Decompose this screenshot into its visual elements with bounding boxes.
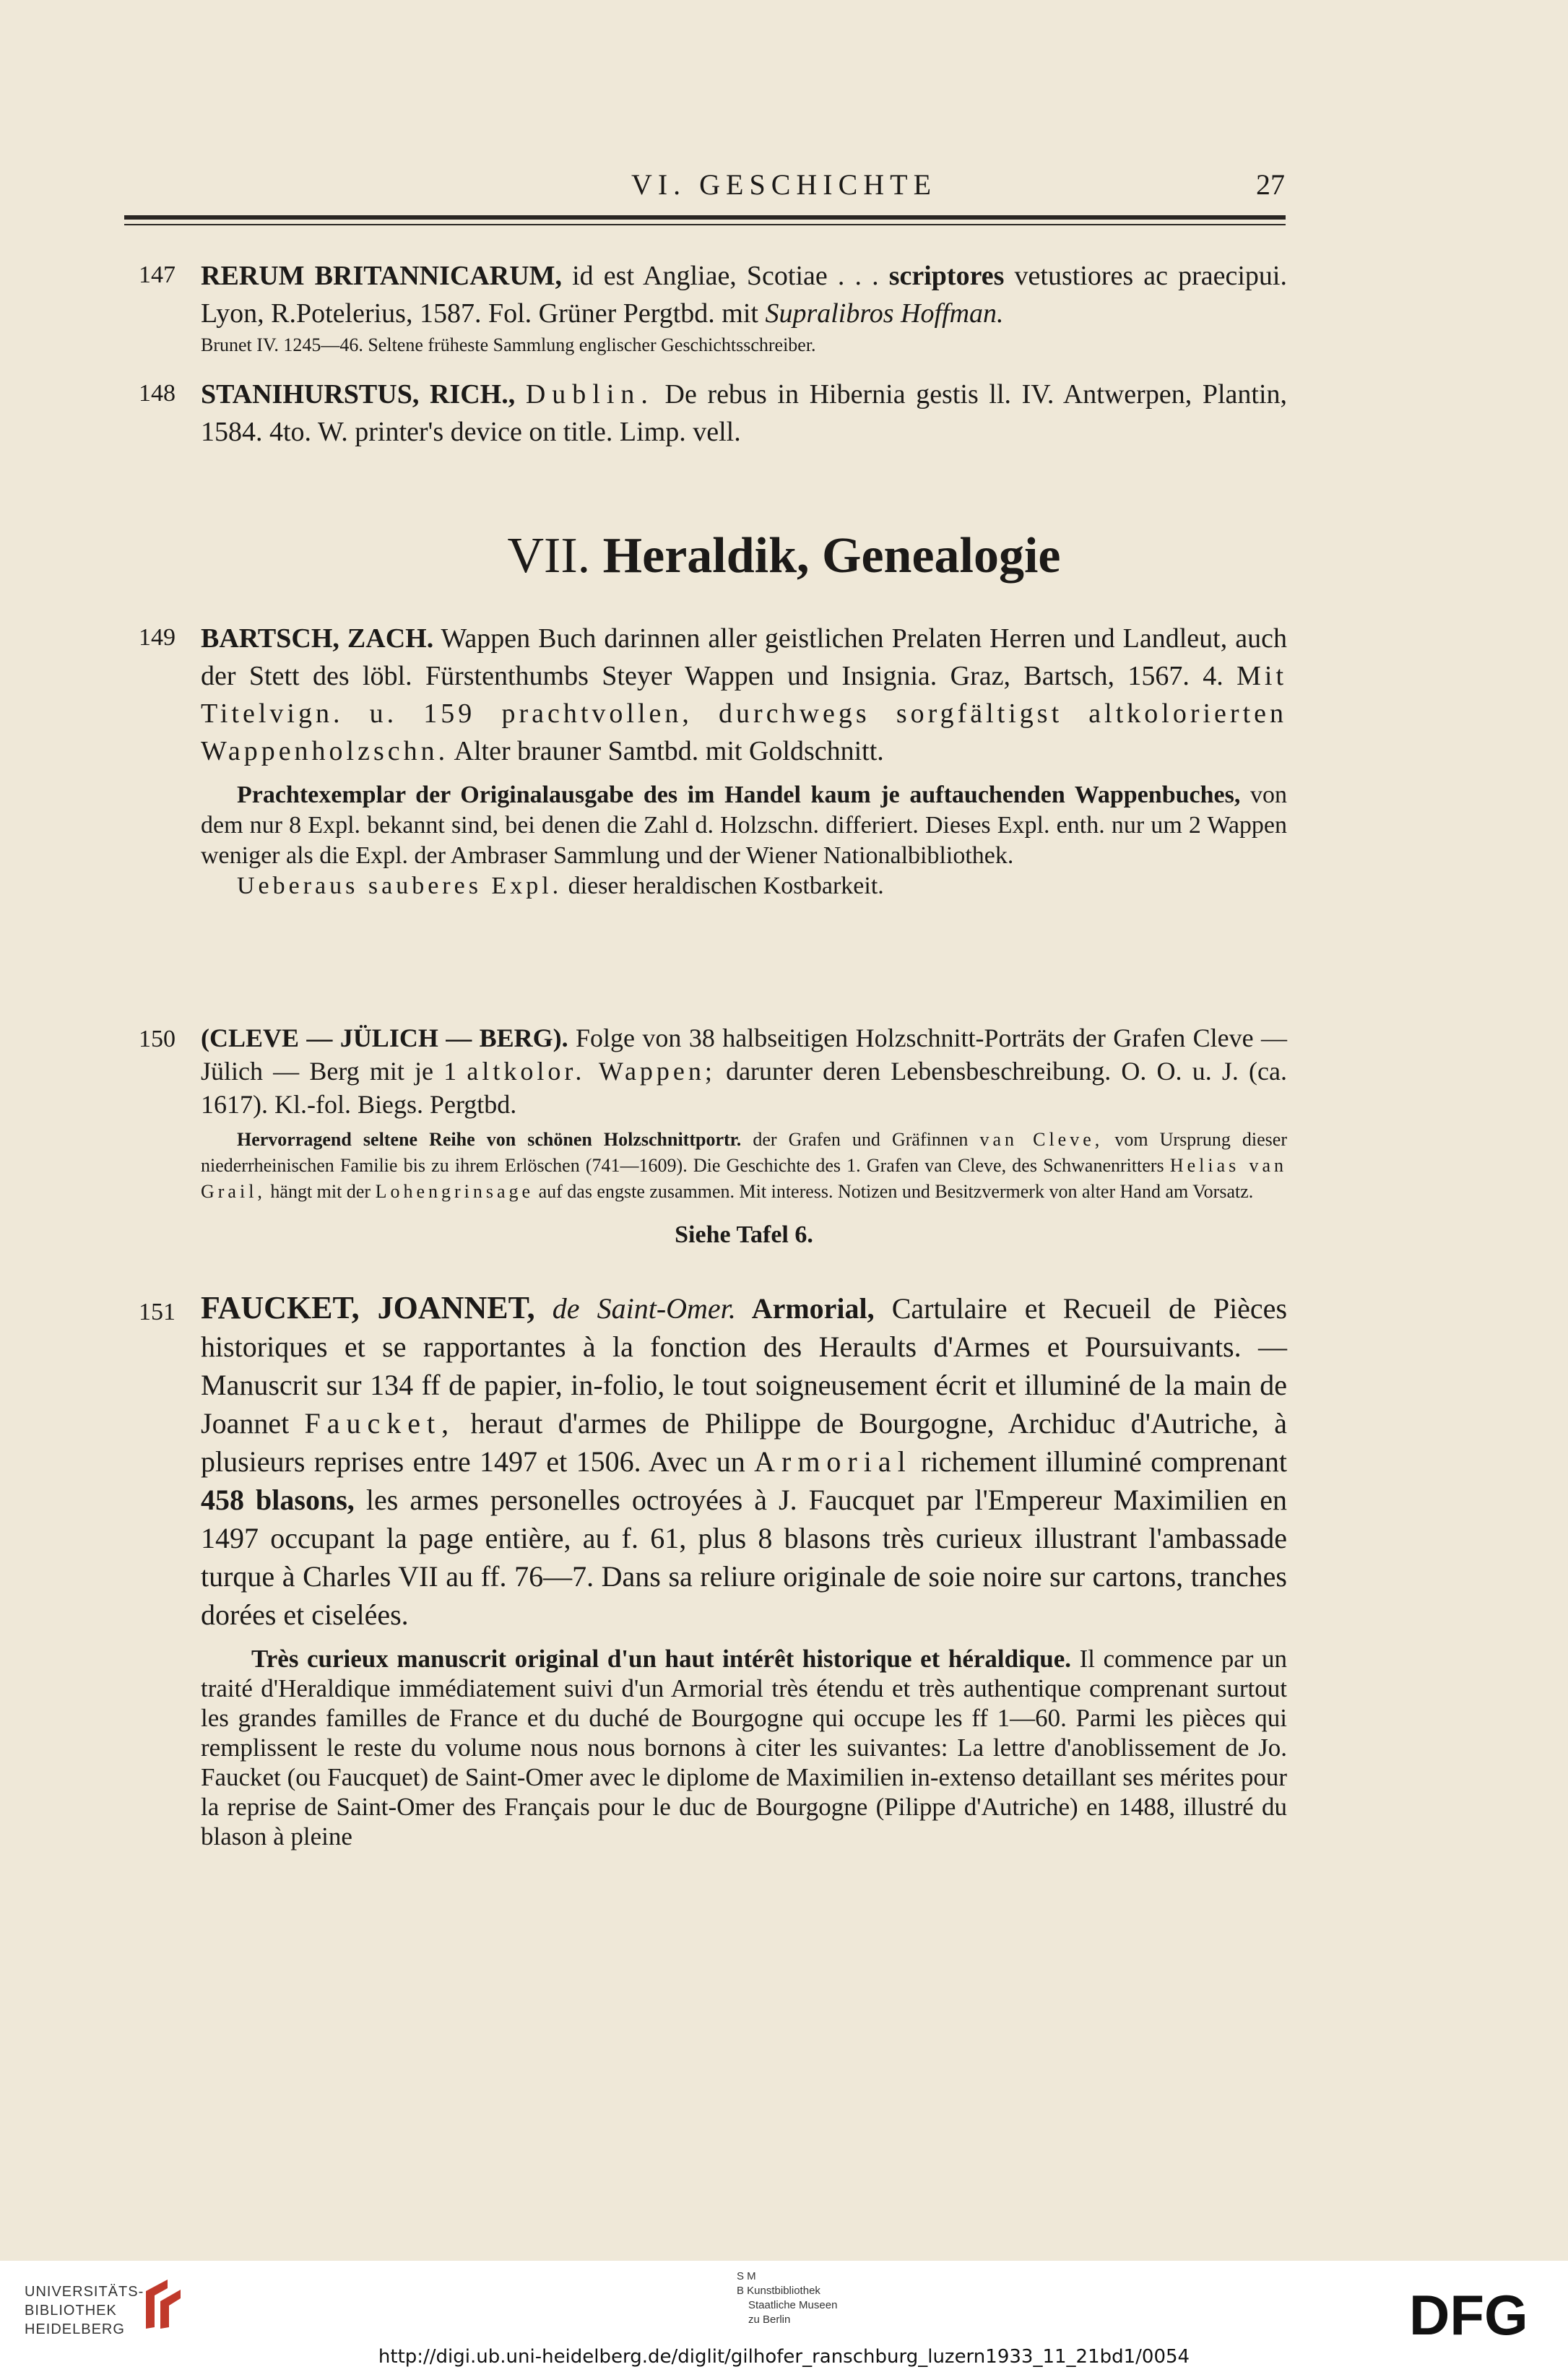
- entry-bold: scriptores: [888, 261, 1005, 291]
- sm-mark: S M: [737, 2270, 756, 2282]
- entry-text: Alter brauner Samtbd. mit Goldschnitt.: [449, 736, 884, 766]
- entry-text: richement illuminé comprenant: [911, 1445, 1287, 1478]
- entry-spaced: Faucket,: [304, 1407, 456, 1440]
- entry-body: [201, 257, 1287, 332]
- entry-note: [201, 871, 1287, 901]
- entry-number: 150: [139, 1026, 176, 1052]
- entry-body: [201, 1021, 1287, 1121]
- entry-italic: de Saint-Omer.: [534, 1292, 736, 1325]
- library-name-line: HEIDELBERG: [25, 2321, 125, 2337]
- entry-number: 148: [139, 380, 176, 407]
- section-heading: Heraldik, Genealogie: [602, 528, 1061, 584]
- entry-text: heraut d'armes de Philippe de Bourgogne, Archiduc d'Autriche, à plusieurs reprises entre 1497 et 1506. Avec un: [201, 1407, 1287, 1478]
- entry-spaced: Mit Titelvign. u. 159 prachtvollen, durchwegs sorgfältigst altkolorierten Wappenholzschn.: [201, 661, 1287, 766]
- sm-line: B Kunstbibliothek: [737, 2285, 820, 2297]
- entry-body: [201, 620, 1287, 770]
- note-spaced: Lohengrinsage: [375, 1181, 534, 1202]
- entry-spaced: Dublin.: [525, 379, 654, 410]
- running-header: VI. GESCHICHTE: [631, 168, 937, 201]
- kunstbibliothek-logo: [737, 2269, 837, 2327]
- entry-note: [201, 1127, 1287, 1205]
- entry-bold: 458 blasons,: [201, 1484, 355, 1516]
- note-text: Il commence par un traité d'Heraldique immédiatement suivi d'un Armorial très étendu et très authentique comprenant surtout les grandes familles de France et du duché de Bourgogne qui occupe les ff 1—60. Parmi les pièces qui remplissent le reste du volume nous nous bornons à citer les suivantes: La lettre d'anoblissement de Jo. Faucket (ou Faucquet) de Saint-Omer avec le diplome de Maximilien in-extenso detaillant ses mérites pour la reprise de Saint-Omer des Français pour le duc de Bourgogne (Pilippe d'Autriche) en 1488, illustré du blason à pleine: [201, 1645, 1287, 1851]
- sm-line: Staatliche Museen: [748, 2299, 838, 2311]
- entry-text: De rebus in Hibernia gestis ll. IV. Antwerpen, Plantin, 1584. 4to. W. printer's device on title. Limp. vell.: [201, 379, 1288, 447]
- dfg-logo-icon: [1409, 2290, 1546, 2340]
- note-bold: Très curieux manuscrit original d'un haut intérêt historique et héraldique.: [251, 1645, 1072, 1673]
- entry-text: les armes personelles octroyées à J. Faucquet par l'Empereur Maximilien en 1497 occupant la page entière, au f. 61, plus 8 blasons très curieux illustrant l'ambassade turque à Charles VII au ff. 76—7. Dans sa reliure originale de soie noire sur cartons, tranches dorées et ciselées.: [201, 1484, 1287, 1631]
- entry-bold: Armorial,: [735, 1292, 875, 1325]
- catalog-entry-149: [139, 620, 1287, 901]
- entry-number: 151: [139, 1299, 176, 1325]
- entry-text: id est Angliae, Scotiae . . .: [562, 261, 889, 291]
- entry-note: [201, 780, 1287, 871]
- entry-title: STANIHURSTUS, RICH.,: [201, 379, 516, 410]
- heidelberg-logo-icon: [139, 2277, 189, 2334]
- entry-spaced: altkolor. Wappen;: [467, 1057, 716, 1086]
- page-number: 27: [1256, 168, 1285, 201]
- note-text: vom Ursprung dieser niederrheinischen Familie bis zu ihrem Erlöschen (741—1609). Die Geschichte des 1. Grafen van Cleve, des Schwanenritters: [201, 1129, 1287, 1176]
- note-text: auf das engste zusammen. Mit interess. Notizen und Besitzvermerk von alter Hand am Vorsatz.: [534, 1181, 1254, 1202]
- note-spaced: Ueberaus sauberes Expl.: [237, 873, 563, 899]
- plate-reference: Siehe Tafel 6.: [675, 1221, 813, 1248]
- section-title: [0, 527, 1568, 585]
- catalog-entry-150: [139, 1021, 1287, 1252]
- entry-number: 147: [139, 261, 176, 288]
- entry-title: (CLEVE — JÜLICH — BERG).: [201, 1023, 568, 1052]
- dfg-text: DFG: [1409, 2290, 1528, 2340]
- header-rule-thin: [124, 224, 1286, 225]
- note-text: hängt mit der: [265, 1181, 376, 1202]
- catalog-entry-151: [139, 1289, 1287, 1851]
- note-text: der Grafen und Gräfinnen: [741, 1129, 980, 1150]
- section-number: VII.: [507, 528, 591, 584]
- entry-note: Brunet IV. 1245—46. Seltene früheste Sammlung englischer Geschichtsschreiber.: [201, 334, 816, 355]
- catalog-entry-147: [139, 257, 1287, 358]
- note-text: dieser heraldischen Kostbarkeit.: [562, 873, 884, 899]
- note-bold: Prachtexemplar der Originalausgabe des im Handel kaum je auftauchenden Wappenbuches,: [237, 782, 1241, 808]
- sm-line: zu Berlin: [748, 2313, 791, 2326]
- library-name: [25, 2282, 144, 2339]
- entry-body: [201, 376, 1287, 451]
- catalog-entry-148: [139, 376, 1287, 451]
- entry-body: [201, 1289, 1287, 1634]
- note-spaced: Helias van Grail,: [201, 1155, 1287, 1202]
- note-bold: Hervorragend seltene Reihe von schönen Holzschnittportr.: [237, 1129, 742, 1150]
- entry-title: BARTSCH, ZACH.: [201, 623, 434, 654]
- entry-text: darunter deren Lebensbeschreibung. O. O. u. J. (ca. 1617). Kl.-fol. Biegs. Pergtbd.: [201, 1057, 1287, 1119]
- header-rule: [124, 215, 1286, 220]
- note-spaced: van Cleve,: [979, 1129, 1104, 1150]
- footer-bar: [0, 2261, 1568, 2372]
- entry-text: Wappen Buch darinnen aller geistlichen Prelaten Herren und Landleut, auch der Stett des löbl. Fürstenthumbs Steyer Wappen und Insignia. Graz, Bartsch, 1567. 4.: [201, 623, 1287, 691]
- entry-text: Folge von 38 halbseitigen Holzschnitt-Porträts der Grafen Cleve — Jülich — Berg mit je 1: [201, 1023, 1287, 1086]
- entry-title: RERUM BRITANNICARUM,: [201, 261, 563, 291]
- page-url[interactable]: http://digi.ub.uni-heidelberg.de/diglit/gilhofer_ranschburg_luzern1933_11_21bd1/0054: [378, 2346, 1190, 2368]
- library-name-line: BIBLIOTHEK: [25, 2303, 117, 2319]
- entry-title: FAUCKET, JOANNET,: [201, 1290, 535, 1325]
- entry-text: Cartulaire et Recueil de Pièces historiques et se rapportantes à la fonction des Heraults d'Armes et Poursuivants. — Manuscrit sur 134 ff de papier, in-folio, le tout soigneusement écrit et illuminé de la main de Joannet: [201, 1292, 1288, 1440]
- entry-text: vetustiores ac praecipui. Lyon, R.Potelerius, 1587. Fol. Grüner Pergtbd. mit: [201, 261, 1287, 329]
- entry-spaced: Armorial: [754, 1445, 912, 1478]
- entry-note: [201, 1644, 1287, 1851]
- library-name-line: UNIVERSITÄTS-: [25, 2284, 144, 2300]
- entry-number: 149: [139, 624, 176, 651]
- entry-italic: Supralibros Hoffman.: [765, 298, 1004, 329]
- note-text: von dem nur 8 Expl. bekannt sind, bei denen die Zahl d. Holzschn. differiert. Dieses Expl. enth. nur um 2 Wappen weniger als die Expl. der Ambraser Sammlung und der Wiener Nationalbibliothek.: [201, 782, 1287, 869]
